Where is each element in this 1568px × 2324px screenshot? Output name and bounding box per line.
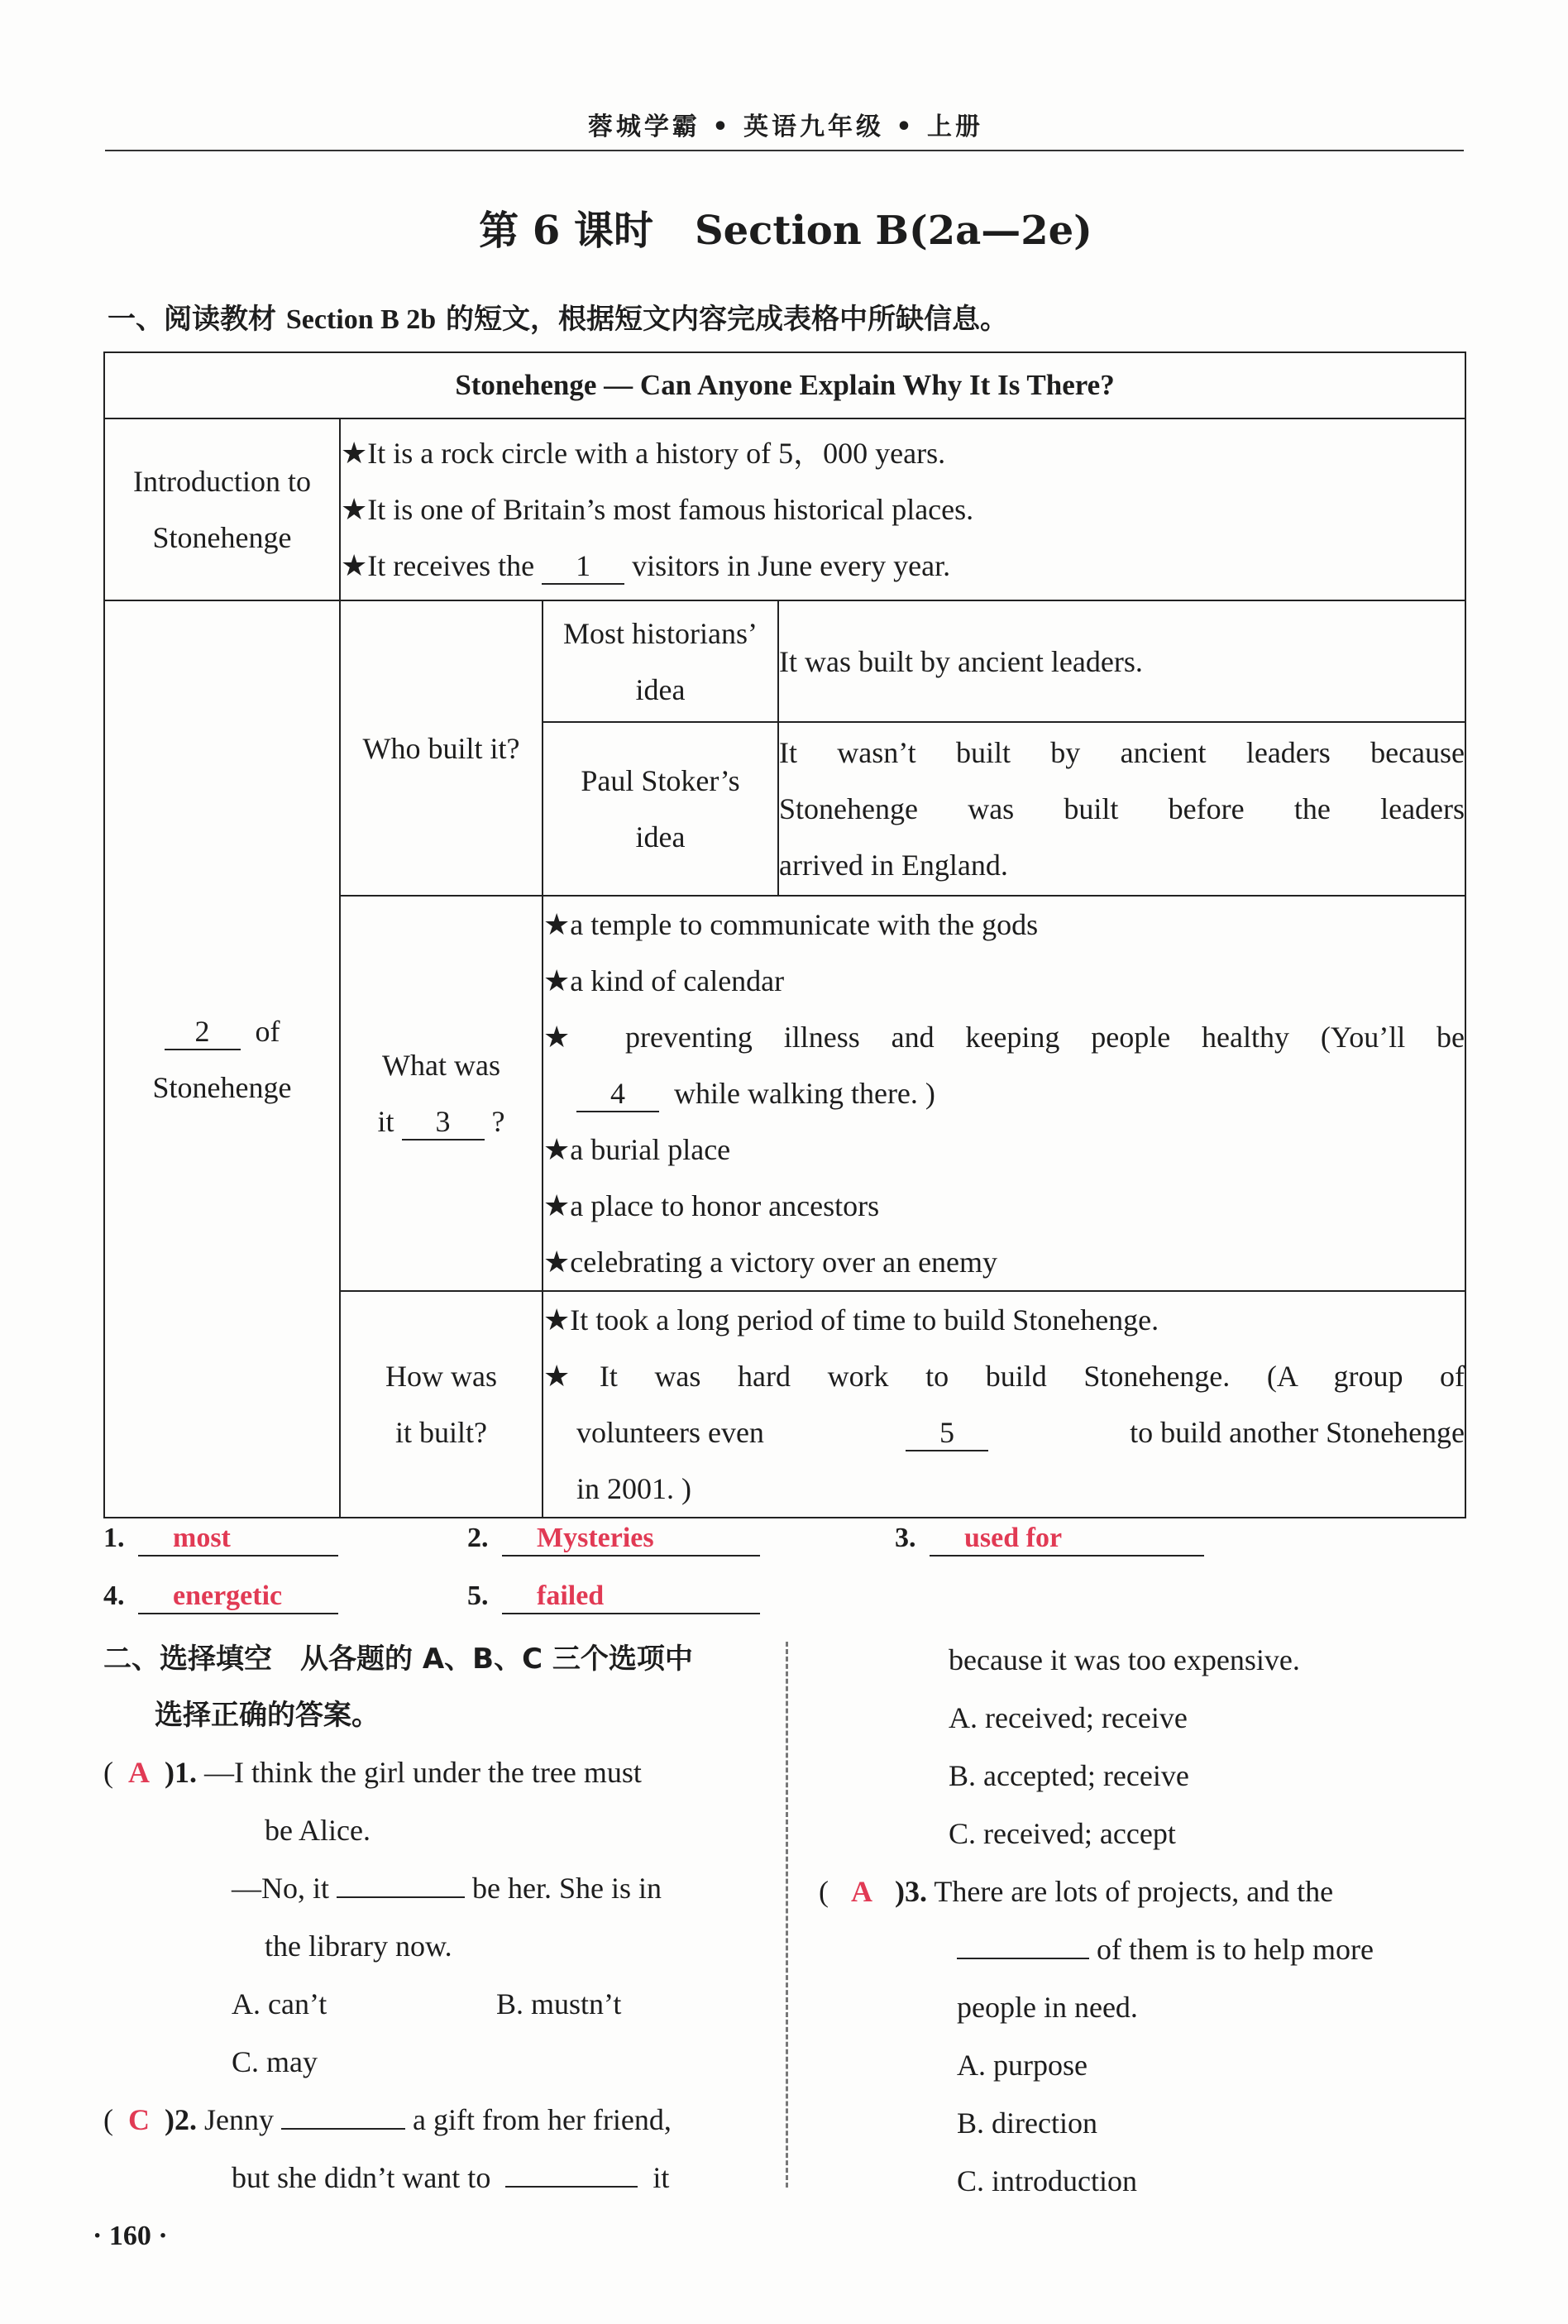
answer-4-num: 4. [103, 1580, 125, 1611]
section1-heading-post: 的短文，根据短文内容完成表格中所缺信息。 [436, 303, 1009, 336]
how-fact-1: ★It took a long period of time to build Stonehenge. [543, 1303, 1159, 1337]
answer-3 [895, 1522, 1204, 1557]
lesson-number: 第 6 课时 [479, 208, 653, 254]
mystery-label [104, 600, 340, 1518]
use-item-3: ★ preventing illness and keeping people healthy (You’ll be [543, 1021, 1465, 1054]
stoker-idea [778, 722, 1465, 896]
use-item-1: ★a temple to communicate with the gods [543, 908, 1039, 941]
q2-line3: because it was too expensive. [949, 1643, 1300, 1676]
intro-fact-3-post: visitors in June every year. [632, 549, 951, 582]
stoker-label-line2: idea [635, 820, 686, 854]
answer-3-num: 3. [895, 1523, 916, 1553]
question-2: ( C )2. Jenny a gift from her friend, but she didn’t want to it [103, 2091, 765, 2207]
use-item-2: ★a kind of calendar [543, 964, 785, 997]
question-3: ( A )3. There are lots of projects, and the of them is to help more people in need. A. purpose B. direction C. introduction [819, 1863, 1472, 2210]
q2-line2-pre: but she didn’t want to [232, 2161, 491, 2194]
stoker-idea-line1: It wasn’t built by ancient leaders because [779, 736, 1465, 769]
mystery-of: of [255, 1014, 280, 1048]
table-title: Stonehenge — Can Anyone Explain Why It Is There? [104, 352, 1465, 418]
answer-5-text[interactable]: failed [502, 1580, 760, 1614]
historians-label [543, 600, 778, 722]
q1-line1: —I think the girl under the tree must [204, 1756, 642, 1789]
what-was-line1: What was [382, 1049, 500, 1082]
answer-4 [103, 1580, 338, 1614]
answer-1-text[interactable]: most [138, 1522, 338, 1557]
historians-label-line1: Most historians’ [562, 616, 758, 650]
q3-option-a[interactable]: A. purpose [957, 2049, 1088, 2082]
intro-fact-1: ★It is a rock circle with a history of 5，000 years. [341, 437, 946, 470]
q1-line3 [103, 1859, 765, 1917]
section2-heading-line1: 二、选择填空 从各题的 A、B、C 三个选项中 [103, 1643, 693, 1676]
intro-fact-3-pre: ★It receives the [341, 549, 535, 582]
what-was-pre: it [377, 1105, 394, 1138]
q2-line2-post: it [653, 2161, 670, 2194]
q1-option-b[interactable]: B. mustn’t [496, 1987, 622, 2020]
q3-line1: There are lots of projects, and the [934, 1875, 1334, 1908]
intro-fact-2: ★It is one of Britain’s most famous historical places. [341, 493, 974, 526]
who-built-label: Who built it? [340, 600, 543, 896]
question-1: ( A )1. —I think the girl under the tree must be Alice. —No, it be her. She is in the library now. A. can’t B. mustn’t C. may [103, 1743, 765, 2091]
q1-line3-post: be her. She is in [472, 1872, 662, 1905]
how-built-label [340, 1291, 543, 1518]
q2-blank-1[interactable] [281, 2100, 405, 2130]
q3-line2 [819, 1920, 1472, 1978]
question-2-continued [819, 1631, 1472, 1863]
how-fact-2: ★It was hard work to build Stonehenge. (A group of [543, 1360, 1465, 1393]
intro-label-line2: Stonehenge [152, 521, 292, 554]
q2-option-a[interactable]: A. received; receive [949, 1701, 1188, 1734]
q1-blank[interactable] [337, 1868, 465, 1898]
historians-idea: It was built by ancient leaders. [778, 600, 1465, 722]
running-header: 蓉城学霸 • 英语九年级 • 上册 [587, 112, 984, 141]
blank-1[interactable]: 1 [542, 549, 624, 585]
blank-4[interactable]: 4 [576, 1077, 659, 1112]
answer-5-num: 5. [467, 1580, 489, 1611]
answer-5 [467, 1580, 760, 1614]
q1-options-ab [103, 1975, 765, 2033]
section2-right-column [819, 1631, 1472, 2210]
q2-line2 [103, 2149, 765, 2207]
stoker-label [543, 722, 778, 896]
intro-content [340, 418, 1465, 600]
q1-number: )1. [165, 1756, 197, 1789]
how-fact-3-pre: volunteers even [576, 1416, 764, 1449]
how-built-content [543, 1291, 1465, 1518]
lesson-title [108, 198, 1464, 256]
header-divider [105, 150, 1464, 151]
section1-heading [108, 296, 1008, 337]
what-was-label [340, 896, 543, 1291]
how-fact-4: in 2001. ) [576, 1472, 691, 1505]
q2-answer: C [128, 2103, 150, 2136]
q3-blank[interactable] [957, 1929, 1089, 1959]
q2-line1-post: a gift from her friend, [413, 2103, 672, 2136]
blank-2[interactable]: 2 [165, 1015, 241, 1050]
answer-1 [103, 1522, 338, 1557]
q2-blank-2[interactable] [505, 2158, 638, 2188]
answer-2-text[interactable]: Mysteries [502, 1522, 760, 1557]
lesson-section: Section B(2a—2e) [694, 208, 1092, 254]
how-fact-3-post: to build another Stonehenge [1130, 1416, 1465, 1449]
blank-3[interactable]: 3 [402, 1105, 485, 1140]
how-fact-2-cont [543, 1404, 1465, 1461]
mystery-word: Stonehenge [152, 1070, 292, 1104]
q3-number: )3. [895, 1875, 927, 1908]
q1-line3-pre: —No, it [232, 1872, 330, 1905]
q2-line1-pre: Jenny [204, 2103, 274, 2136]
q3-answer: A [851, 1875, 872, 1908]
how-built-line1: How was [385, 1360, 497, 1393]
q2-option-c[interactable]: C. received; accept [949, 1817, 1176, 1850]
answer-2-num: 2. [467, 1523, 489, 1553]
section1-heading-en: Section B 2b [285, 304, 437, 335]
section1-heading-pre: 一、阅读教材 [108, 303, 286, 336]
stonehenge-table [103, 351, 1466, 1518]
q3-line3: people in need. [957, 1991, 1138, 2024]
uses-list [543, 896, 1465, 1291]
section2-heading-line2: 选择正确的答案。 [155, 1699, 380, 1732]
page-number: · 160 · [93, 2221, 168, 2251]
q3-option-b[interactable]: B. direction [957, 2106, 1097, 2140]
use-item-5: ★a place to honor ancestors [543, 1189, 880, 1222]
what-was-post: ? [491, 1105, 505, 1138]
use-item-3-post: while walking there. ) [674, 1077, 935, 1110]
column-divider [786, 1642, 788, 2188]
stoker-idea-line2: Stonehenge was built before the leaders [779, 792, 1465, 825]
q1-line4: the library now. [265, 1929, 452, 1963]
use-item-3-cont [543, 1065, 1465, 1121]
q1-option-c[interactable]: C. may [232, 2045, 318, 2078]
q3-line2-post: of them is to help more [1097, 1933, 1374, 1966]
how-built-line2: it built? [395, 1416, 487, 1449]
use-item-4: ★a burial place [543, 1133, 731, 1166]
intro-label [104, 418, 340, 600]
use-item-6: ★celebrating a victory over an enemy [543, 1246, 998, 1279]
stoker-idea-line3: arrived in England. [779, 849, 1008, 882]
stoker-label-line1: Paul Stoker’s [581, 764, 740, 797]
q1-answer: A [128, 1756, 150, 1789]
section2-left-column [103, 1631, 765, 2207]
intro-fact-3 [341, 538, 1465, 594]
historians-label-line2: idea [635, 672, 686, 706]
blank-5[interactable]: 5 [906, 1416, 988, 1451]
intro-label-line1: Introduction to [133, 465, 311, 498]
q2-option-b[interactable]: B. accepted; receive [949, 1759, 1189, 1792]
answer-2 [467, 1522, 760, 1557]
q2-number: )2. [165, 2103, 197, 2136]
answer-4-text[interactable]: energetic [138, 1580, 338, 1614]
answer-1-num: 1. [103, 1523, 125, 1553]
q3-option-c[interactable]: C. introduction [957, 2164, 1137, 2197]
q1-option-a[interactable]: A. can’t [232, 1987, 327, 2020]
answer-3-text[interactable]: used for [930, 1522, 1204, 1557]
q1-line2: be Alice. [265, 1814, 370, 1847]
